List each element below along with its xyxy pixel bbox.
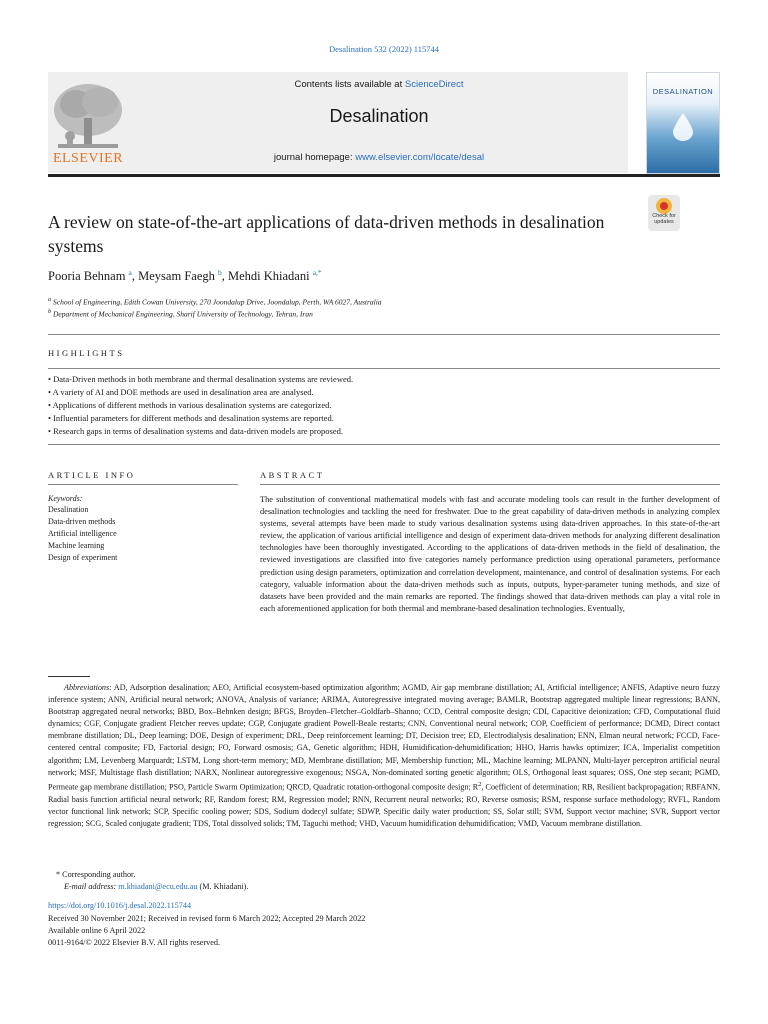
journal-cover-thumbnail[interactable] bbox=[646, 72, 720, 174]
author-list: Pooria Behnam $^a$, Meysam Faegh $^b$, Mehdi Khiadani $^{a,*}$ bbox=[48, 268, 322, 284]
elsevier-wordmark: ELSEVIER bbox=[52, 151, 124, 166]
footnote-rule bbox=[48, 676, 90, 677]
abstract-rule bbox=[260, 484, 720, 485]
available-online-date: Available online 6 April 2022 bbox=[48, 926, 146, 935]
abstract-heading: ABSTRACT bbox=[260, 470, 325, 480]
article-info-rule bbox=[48, 484, 238, 485]
affiliation-mark: b bbox=[48, 308, 52, 315]
author-name[interactable]: Meysam Faegh bbox=[138, 269, 215, 284]
abbreviations-text-tail: , Coefficient of determination; RB, Resilient backpropagation; RBFANN, Radial basis function artificial neural network; RF, Random forest; RM, Regression model; RNN, Recurrent neural networks; RO, Reverse osmosis; RSM, response surface methodology; RVFL, Random vector functional link network; SCP, Specific cooling power; SDS, Sodium dodecyl sulfate; SDWP, Specific daily water production; SS, Solar still; SVM, Support vector machine; SVR, Support vector regression; SCG, Scaled conjugate gradient; TDS, Total dissolved solids; TM, Taguchi method; VHD, Vacuum humidification dehumidification; VMD, Vacuum membrane distillation. bbox=[48, 782, 720, 828]
highlight-item: • Applications of different methods in various desalination systems are categorized. bbox=[48, 400, 332, 410]
journal-title: Desalination bbox=[329, 106, 429, 126]
keyword-item[interactable]: Artificial intelligence bbox=[48, 529, 117, 538]
water-drop-icon bbox=[673, 113, 693, 141]
affiliation-mark: a bbox=[48, 296, 52, 303]
received-dates: Received 30 November 2021; Received in revised form 6 March 2022; Accepted 29 March 2022 bbox=[48, 914, 366, 923]
abstract-body: The substitution of conventional mathematical models with fast and accurate modeling tools can result in the further development of desalination technologies and tackling the need for freshwater. Due to the great capability of data-driven methods in analyzing complex systems, several attempts have been made to study various desalination systems using data-driven approaches. In this state-of-the-art review, the application of various artificial intelligence and design of experiment data-driven methods for analyzing different desalination technologies have been thoroughly investigated. According to the applications of data-driven methods in the field of desalination, the reviewed investigations are classified into five categories namely performance prediction using operational parameters, performance prediction using design parameters, optimization and correlation development, maintenance, and control of desalination systems. For each category, valuable information about the data-driven methods such as inputs, outputs, hyper-parameter tuning methods, and size of datasets have been provided and the main remarks are reported. The findings showed that data-driven methods can play a vital role in each aforementioned application for both thermal and membrane-based desalination technologies. Eventually, bbox=[260, 495, 720, 613]
author-name[interactable]: Pooria Behnam bbox=[48, 269, 126, 284]
copyright-line: 0011-9164/© 2022 Elsevier B.V. All rights reserved. bbox=[48, 938, 220, 947]
article-title: A review on state-of-the-art applications of data-driven methods in desalination systems bbox=[48, 212, 605, 256]
email-link[interactable]: m.khiadani@ecu.edu.au bbox=[118, 882, 198, 891]
sciencedirect-link[interactable]: ScienceDirect bbox=[404, 79, 464, 90]
article-info-heading: ARTICLE INFO bbox=[48, 470, 136, 480]
keywords-label: Keywords: bbox=[48, 494, 83, 503]
journal-citation-link[interactable]: Desalination 532 (2022) 115744 bbox=[329, 44, 439, 54]
keyword-item[interactable]: Machine learning bbox=[48, 541, 105, 550]
abbreviations-text: AD, Adsorption desalination; AEO, Artificial ecosystem-based optimization algorithm; AGMD, Air gap membrane distillation; AI, Artificial intelligence; ANFIS, Adaptive neuro fuzzy inference system; ANN, Artificial neural network; ANOVA, Analysis of variance; ARIMA, Autoregressive integrated moving average; BAMLR, Bootstrap aggregated multiple linear regressions; BANN, Bootstrap aggregated neural networks; BBD, Box–Behnken design; BFGS, Broyden–Fletcher–Goldfarb–Shanno; CCD, Central composite design; CDI, Capacitive deionization; CFD, Computational fluid dynamics; CGF, Conjugate gradient Fletcher reeves update; CGP, Conjugate gradient Powell-Beale restarts; CNN, Conventional neural network; COP, Coefficient of performance; DCMD, Direct contact membrane distillation; DL, Deep learning; DOE, Design of experiment; DRL, Deep reinforcement learning; DT, Decision tree; ED, Electrodialysis desalination; ENN, Elman neural network; FCCD, Face-centered central composite; FD, Factorial design; FO, Forward osmosis; GA, Genetic algorithm; HDH, Humidification-dehumidification; HHO, Harris hawks optimizer; ICA, Imperialist competition algorithm; LM, Levenberg Marquardt; LSTM, Long short-term memory; MD, Membrane distillation; MF, Membership function; ML, Machine learning; MLPANN, Multi-layer perceptron artificial neural network; MSF, Multistage flash distillation; NARX, Nonlinear autoregressive exogenous; NSGA, Non-dominated sorting genetic algorithm; OLS, Orthogonal least squares; OSS, One step secant; PGMD, Permeate gap membrane distillation; PSO, Particle Swarm Optimization; QRCD, Quadratic rotation-orthogonal composite design; R bbox=[48, 683, 720, 792]
affiliation bbox=[48, 308, 708, 319]
highlight-item: • A variety of AI and DOE methods are used in desalination area are analysed. bbox=[48, 387, 314, 397]
corresponding-author-note: * Corresponding author. bbox=[56, 870, 136, 879]
keyword-item[interactable]: Data-driven methods bbox=[48, 517, 116, 526]
section-divider bbox=[48, 334, 720, 335]
doi-link[interactable]: https://doi.org/10.1016/j.desal.2022.115744 bbox=[48, 901, 192, 910]
email-line bbox=[64, 882, 248, 891]
highlights-heading: HIGHLIGHTS bbox=[48, 348, 125, 358]
highlight-item: • Data-Driven methods in both membrane and thermal desalination systems are reviewed. bbox=[48, 374, 354, 384]
highlight-item: • Influential parameters for different methods and desalination systems are reported. bbox=[48, 413, 334, 423]
abbreviations-superscript: 2 bbox=[478, 780, 482, 788]
contents-prefix: Contents lists available at bbox=[294, 79, 405, 90]
journal-homepage-link[interactable]: www.elsevier.com/locate/desal bbox=[355, 152, 485, 163]
contents-lists-line bbox=[130, 79, 628, 90]
author-affil-mark[interactable]: b bbox=[218, 268, 222, 277]
abbreviations-footnote bbox=[48, 682, 720, 830]
affiliation-text: School of Engineering, Edith Cowan University, 270 Joondalup Drive, Joondalup, Perth, WA 6027, Australia bbox=[53, 297, 382, 307]
abbreviations-label: Abbreviations: bbox=[64, 683, 112, 692]
header-rule bbox=[48, 174, 720, 177]
affiliation bbox=[48, 296, 708, 307]
author-affil-mark[interactable]: a,* bbox=[312, 268, 322, 277]
author-name[interactable]: Mehdi Khiadani bbox=[228, 269, 310, 284]
cover-title: DESALINATION bbox=[652, 87, 714, 96]
highlight-item: • Research gaps in terms of desalination systems and data-driven models are proposed. bbox=[48, 426, 343, 436]
section-divider bbox=[48, 444, 720, 445]
section-divider bbox=[48, 368, 720, 369]
homepage-prefix: journal homepage: bbox=[273, 152, 356, 163]
affiliation-text: Department of Mechanical Engineering, Sharif University of Technology, Tehran, Iran bbox=[53, 309, 313, 319]
author-affil-mark[interactable]: a bbox=[128, 268, 132, 277]
check-for-updates-label: Check for updates bbox=[652, 213, 676, 225]
journal-homepage-line bbox=[130, 152, 628, 163]
email-label: E-mail address: bbox=[64, 882, 117, 891]
email-suffix: (M. Khiadani). bbox=[197, 882, 249, 891]
keyword-item[interactable]: Design of experiment bbox=[48, 553, 118, 562]
keyword-item[interactable]: Desalination bbox=[48, 505, 89, 514]
